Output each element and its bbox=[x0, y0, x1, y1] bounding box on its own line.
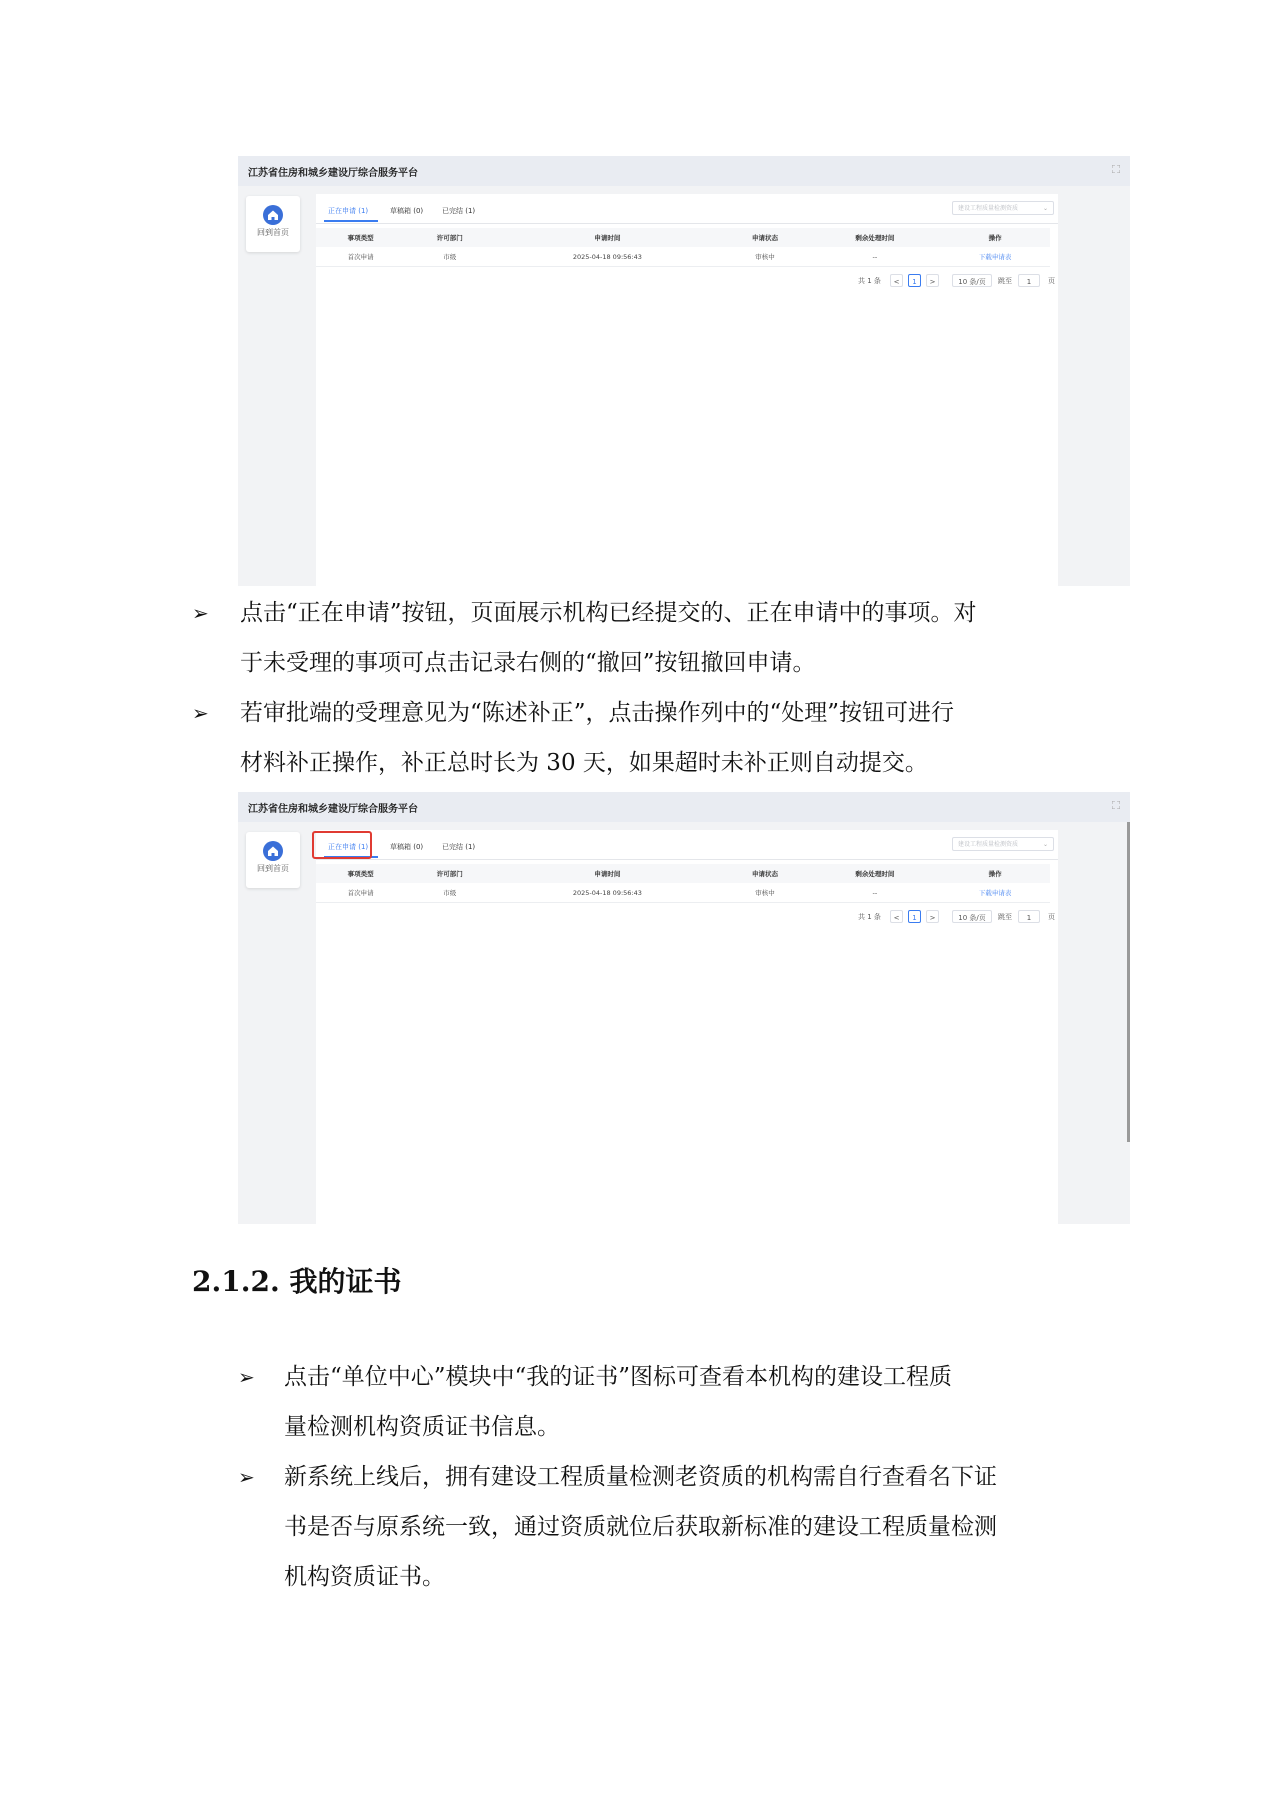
bullet-line: 量检测机构资质证书信息。 bbox=[284, 1414, 560, 1440]
bullet-item bbox=[192, 688, 1092, 788]
fullscreen-icon[interactable] bbox=[1112, 165, 1120, 173]
col-header: 剩余处理时间 bbox=[810, 864, 941, 883]
total-count: 共 1 条 bbox=[858, 913, 881, 921]
home-shortcut[interactable] bbox=[246, 196, 300, 252]
cell: -- bbox=[810, 247, 941, 267]
home-icon bbox=[263, 205, 283, 225]
application-table bbox=[316, 864, 1050, 903]
tab-applying[interactable]: 正在申请 (1) bbox=[328, 843, 369, 851]
home-shortcut[interactable] bbox=[246, 832, 300, 888]
main-panel bbox=[316, 194, 1058, 586]
section-heading: 2.1.2. 我的证书 bbox=[192, 1265, 402, 1298]
table-header-row bbox=[316, 864, 1050, 883]
table-row bbox=[316, 247, 1050, 267]
goto-page-input[interactable]: 1 bbox=[1018, 274, 1040, 287]
arrowhead-bullet-icon: ➢ bbox=[192, 601, 209, 625]
bullet-item bbox=[238, 1352, 1098, 1452]
search-placeholder: 建设工程质量检测资质 bbox=[958, 205, 1019, 212]
bullet-line: 材料补正操作，补正总时长为 30 天，如果超时未补正则自动提交。 bbox=[240, 750, 928, 776]
bullet-line: 于未受理的事项可点击记录右侧的“撤回”按钮撤回申请。 bbox=[240, 650, 816, 676]
divider bbox=[316, 859, 1058, 860]
cell: 市级 bbox=[405, 247, 494, 267]
total-count: 共 1 条 bbox=[858, 277, 881, 285]
top-bar bbox=[238, 156, 1130, 186]
goto-label: 跳至 bbox=[998, 913, 1012, 921]
col-header: 事项类型 bbox=[316, 864, 405, 883]
tab-drafts[interactable]: 草稿箱 (0) bbox=[390, 207, 424, 215]
col-header: 事项类型 bbox=[316, 228, 405, 247]
col-header: 申请时间 bbox=[494, 864, 720, 883]
top-bar bbox=[238, 792, 1130, 822]
application-table bbox=[316, 228, 1050, 267]
cell: 审核中 bbox=[720, 883, 809, 903]
bullet-line: 点击“单位中心”模块中“我的证书”图标可查看本机构的建设工程质 bbox=[284, 1364, 953, 1390]
bullet-line: 机构资质证书。 bbox=[284, 1564, 445, 1590]
page-size-select[interactable]: 10 条/页 bbox=[952, 910, 992, 923]
bullet-item bbox=[238, 1452, 1098, 1602]
page-1-button[interactable]: 1 bbox=[908, 910, 921, 923]
download-form-link[interactable]: 下载申请表 bbox=[940, 247, 1050, 267]
table-row bbox=[316, 883, 1050, 903]
screenshot-2 bbox=[238, 792, 1130, 1224]
cell: 首次申请 bbox=[316, 883, 405, 903]
page-size-select[interactable]: 10 条/页 bbox=[952, 274, 992, 287]
arrowhead-bullet-icon: ➢ bbox=[192, 701, 209, 725]
highlight-box bbox=[312, 831, 372, 859]
tab-completed[interactable]: 已完结 (1) bbox=[442, 207, 476, 215]
home-label: 回到首页 bbox=[257, 864, 289, 873]
pagination bbox=[858, 910, 1058, 924]
cell: -- bbox=[810, 883, 941, 903]
cell: 审核中 bbox=[720, 247, 809, 267]
tab-completed[interactable]: 已完结 (1) bbox=[442, 843, 476, 851]
table-header-row bbox=[316, 228, 1050, 247]
goto-page-input[interactable]: 1 bbox=[1018, 910, 1040, 923]
col-header: 许可部门 bbox=[405, 228, 494, 247]
chevron-down-icon: ⌄ bbox=[1042, 841, 1048, 848]
arrowhead-bullet-icon: ➢ bbox=[238, 1465, 255, 1489]
goto-label: 跳至 bbox=[998, 277, 1012, 285]
chevron-down-icon: ⌄ bbox=[1042, 205, 1048, 212]
bullet-item bbox=[192, 588, 1092, 688]
main-panel bbox=[316, 830, 1058, 1224]
cell: 2025-04-18 09:56:43 bbox=[494, 247, 720, 267]
tab-drafts[interactable]: 草稿箱 (0) bbox=[390, 843, 424, 851]
bullet-line: 新系统上线后，拥有建设工程质量检测老资质的机构需自行查看名下证 bbox=[284, 1464, 997, 1490]
next-page-button[interactable]: > bbox=[926, 274, 939, 287]
bullet-line: 书是否与原系统一致，通过资质就位后获取新标准的建设工程质量检测 bbox=[284, 1514, 997, 1540]
download-form-link[interactable]: 下载申请表 bbox=[940, 883, 1050, 903]
search-select[interactable] bbox=[952, 201, 1054, 215]
col-header: 申请状态 bbox=[720, 864, 809, 883]
home-label: 回到首页 bbox=[257, 228, 289, 237]
page-1-button[interactable]: 1 bbox=[908, 274, 921, 287]
cell: 首次申请 bbox=[316, 247, 405, 267]
app-title: 江苏省住房和城乡建设厅综合服务平台 bbox=[248, 804, 418, 815]
cell: 市级 bbox=[405, 883, 494, 903]
col-header: 剩余处理时间 bbox=[810, 228, 941, 247]
prev-page-button[interactable]: < bbox=[890, 274, 903, 287]
fullscreen-icon[interactable] bbox=[1112, 801, 1120, 809]
cell: 2025-04-18 09:56:43 bbox=[494, 883, 720, 903]
next-page-button[interactable]: > bbox=[926, 910, 939, 923]
search-placeholder: 建设工程质量检测资质 bbox=[958, 841, 1019, 848]
tab-applying[interactable]: 正在申请 (1) bbox=[328, 207, 369, 215]
page-unit: 页 bbox=[1048, 913, 1055, 921]
app-title: 江苏省住房和城乡建设厅综合服务平台 bbox=[248, 168, 418, 179]
arrowhead-bullet-icon: ➢ bbox=[238, 1365, 255, 1389]
prev-page-button[interactable]: < bbox=[890, 910, 903, 923]
col-header: 许可部门 bbox=[405, 864, 494, 883]
bullet-line: 若审批端的受理意见为“陈述补正”，点击操作列中的“处理”按钮可进行 bbox=[240, 700, 955, 726]
col-header: 操作 bbox=[940, 864, 1050, 883]
screenshot-1 bbox=[238, 156, 1130, 586]
pagination bbox=[858, 274, 1058, 288]
col-header: 申请状态 bbox=[720, 228, 809, 247]
bullet-line: 点击“正在申请”按钮，页面展示机构已经提交的、正在申请中的事项。对 bbox=[240, 600, 977, 626]
col-header: 操作 bbox=[940, 228, 1050, 247]
page-unit: 页 bbox=[1048, 277, 1055, 285]
active-tab-indicator bbox=[324, 220, 378, 222]
scrollbar[interactable] bbox=[1127, 822, 1130, 1142]
search-select[interactable] bbox=[952, 837, 1054, 851]
col-header: 申请时间 bbox=[494, 228, 720, 247]
divider bbox=[316, 223, 1058, 224]
home-icon bbox=[263, 841, 283, 861]
